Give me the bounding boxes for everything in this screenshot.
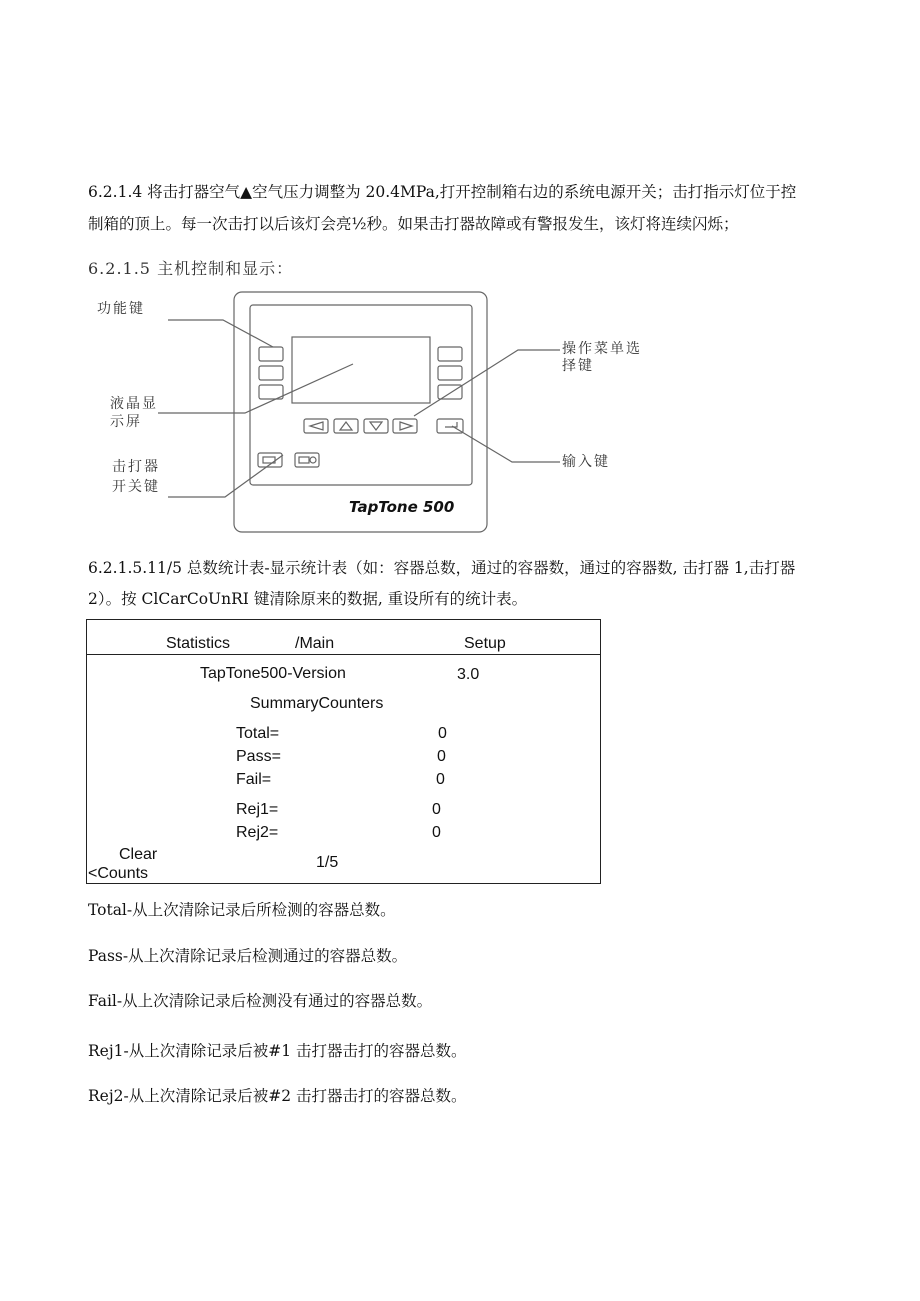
clear-counts-line2[interactable]: <Counts: [88, 865, 149, 882]
label-enter: 输入键: [562, 454, 610, 470]
tab-statistics: Statistics: [166, 635, 231, 652]
menu-key: [438, 366, 462, 380]
row-label-rej2: Rej2=: [236, 824, 279, 841]
paragraph-6-2-1-4-line2: 制箱的顶上。每一次击打以后该灯会亮½秒。如果击打器故障或有警报发生，该灯将连续闪烁；: [88, 215, 739, 233]
row-value-fail: 0: [436, 771, 445, 788]
definition-rej2: Rej2-从上次清除记录后被#2 击打器击打的容器总数。: [88, 1087, 467, 1105]
row-value-rej1: 0: [432, 801, 441, 818]
version-value: 3.0: [457, 666, 480, 683]
section-title: SummaryCounters: [250, 695, 384, 712]
paragraph-6-2-1-4-line1: 6.2.1.4 将击打器空气▲空气压力调整为 20.4MPa,打开控制箱右边的系统电源开关；击打指示灯位于控: [88, 183, 797, 201]
row-value-total: 0: [438, 725, 447, 742]
function-key: [259, 347, 283, 361]
label-menu-2: 择键: [562, 358, 594, 374]
paragraph-6-2-1-5-line1: 6.2.1.5.11/5 总数统计表-显示统计表（如：容器总数，通过的容器数，通过的容器数, 击打器 1,击打器: [88, 559, 796, 577]
row-label-total: Total=: [236, 725, 280, 742]
label-menu-1: 操作菜单选: [562, 341, 642, 357]
statistics-screen: [86, 619, 601, 884]
menu-key: [438, 347, 462, 361]
lcd-screen: [292, 337, 430, 403]
definition-pass: Pass-从上次清除记录后检测通过的容器总数。: [88, 947, 408, 965]
page-indicator: 1/5: [316, 854, 339, 871]
brand-logo: TapTone 500: [349, 498, 455, 516]
header-divider: [87, 654, 600, 655]
row-value-pass: 0: [437, 748, 446, 765]
label-function-key: 功能键: [97, 301, 145, 317]
arrow-right-icon: [400, 422, 412, 430]
row-label-rej1: Rej1=: [236, 801, 279, 818]
row-value-rej2: 0: [432, 824, 441, 841]
paragraph-6-2-1-5-line2: 2）。按 ClCarCoUnRI 键清除原来的数据, 重设所有的统计表。: [88, 590, 528, 608]
section-heading: 6.2.1.5 主机控制和显示：: [88, 259, 294, 278]
arrow-left-icon: [310, 422, 323, 430]
label-lcd-2: 示屏: [110, 414, 142, 430]
label-rejector-1: 击打器: [112, 459, 160, 475]
function-key: [259, 366, 283, 380]
arrow-left-key: [304, 419, 328, 433]
definition-rej1: Rej1-从上次清除记录后被#1 击打器击打的容器总数。: [88, 1042, 467, 1060]
menu-key: [438, 385, 462, 399]
definition-fail: Fail-从上次清除记录后检测没有通过的容器总数。: [88, 992, 433, 1010]
clear-counts-line1[interactable]: Clear: [119, 846, 158, 863]
panel-outer: [234, 292, 487, 532]
definition-total: Total-从上次清除记录后所检测的容器总数。: [88, 901, 396, 919]
label-rejector-2: 开关键: [112, 479, 160, 495]
row-label-fail: Fail=: [236, 771, 272, 788]
label-lcd-1: 液晶显: [110, 396, 158, 412]
version-label: TapTone500-Version: [200, 665, 346, 682]
enter-icon: [445, 422, 457, 427]
row-label-pass: Pass=: [236, 748, 281, 765]
tab-main: /Main: [295, 635, 335, 652]
arrow-down-icon: [370, 422, 382, 430]
tab-setup: Setup: [464, 635, 506, 652]
arrow-up-icon: [340, 422, 352, 430]
